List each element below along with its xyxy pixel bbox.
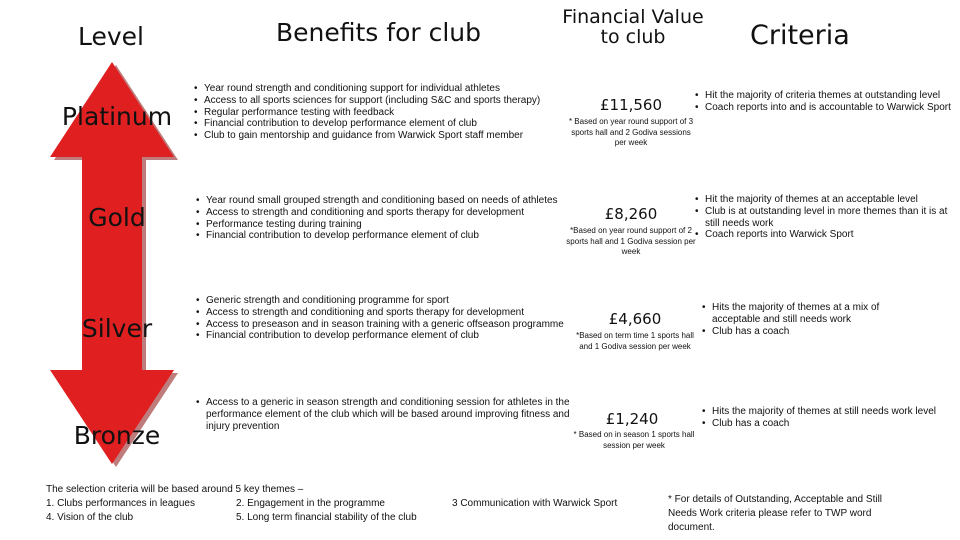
level-gold: Gold [88, 203, 146, 232]
footer-theme: 5. Long term financial stability of the club [236, 512, 417, 523]
benefit-item: • Club to gain mentorship and guidance from Warwick Sport staff member [192, 130, 557, 142]
level-header: Level [78, 22, 144, 51]
criteria-item: • Club has a coach [700, 326, 928, 338]
benefit-item: • Access to preseason and in season training with a generic offseason programme [194, 319, 566, 331]
platinum-benefits [192, 83, 557, 142]
footer-theme: 2. Engagement in the programme [236, 498, 385, 509]
criteria-item: • Hit the majority of themes at an acceptable level [693, 194, 958, 206]
gold-criteria [693, 194, 958, 241]
benefit-item: • Financial contribution to develop performance element of club [194, 330, 566, 342]
footer-theme: 1. Clubs performances in leagues [46, 498, 195, 509]
benefit-item: • Regular performance testing with feedback [192, 107, 557, 119]
level-platinum: Platinum [61, 102, 173, 131]
benefit-item: • Financial contribution to develop performance element of club [192, 118, 557, 130]
benefit-item: • Performance testing during training [194, 219, 562, 231]
gold-benefits [194, 195, 562, 242]
criteria-item: • Hit the majority of criteria themes at outstanding level [693, 90, 955, 102]
criteria-item: • Coach reports into Warwick Sport [693, 229, 958, 241]
criteria-header: Criteria [750, 20, 850, 51]
level-silver: Silver [81, 314, 153, 343]
bronze-value-note: * Based on in season 1 sports hall session per week [573, 430, 695, 450]
financial-header-line1: Financial Value [562, 6, 704, 28]
bronze-value: £1,240 [605, 410, 659, 428]
bronze-criteria [700, 406, 950, 430]
silver-benefits [194, 295, 566, 342]
footer-theme: 4. Vision of the club [46, 512, 134, 523]
platinum-criteria [693, 90, 955, 114]
criteria-item: • Hits the majority of themes at a mix of acceptable and still needs work [700, 302, 928, 326]
benefit-item: • Year round strength and conditioning support for individual athletes [192, 83, 557, 95]
bronze-benefits [194, 397, 574, 432]
financial-header [548, 8, 718, 48]
criteria-item: • Club is at outstanding level in more themes than it is at still needs work [693, 206, 958, 230]
benefits-header: Benefits for club [276, 18, 482, 47]
financial-header-line2: to club [600, 25, 666, 48]
silver-criteria [700, 302, 928, 337]
footer-note: * For details of Outstanding, Acceptable and Still Needs Work criteria please refer to TWP word document. [668, 494, 883, 533]
criteria-item: • Club has a coach [700, 418, 950, 430]
silver-value-note: *Based on term time 1 sports hall and 1 Godiva session per week [576, 331, 694, 351]
benefit-item: • Access to strength and conditioning and sports therapy for development [194, 307, 566, 319]
gold-value: £8,260 [604, 205, 658, 223]
benefit-item: • Access to strength and conditioning and sports therapy for development [194, 207, 562, 219]
benefit-item: • Generic strength and conditioning programme for sport [194, 295, 566, 307]
criteria-item: • Coach reports into and is accountable to Warwick Sport [693, 102, 955, 114]
footer-theme: 3 Communication with Warwick Sport [452, 498, 618, 509]
benefit-item: • Year round small grouped strength and conditioning based on needs of athletes [194, 195, 562, 207]
gold-value-note: *Based on year round support of 2 sports hall and 1 Godiva session per week [566, 226, 696, 256]
benefit-item: • Access to a generic in season strength and conditioning session for athletes in the performance element of the club which will be based around improving fitness and injury prevention [194, 397, 574, 432]
silver-value: £4,660 [608, 310, 662, 328]
level-bronze: Bronze [73, 421, 161, 450]
criteria-item: • Hits the majority of themes at still needs work level [700, 406, 950, 418]
benefit-item: • Financial contribution to develop performance element of club [194, 230, 562, 242]
platinum-value: £11,560 [599, 96, 663, 114]
benefit-item: • Access to all sports sciences for support (including S&C and sports therapy) [192, 95, 557, 107]
platinum-value-note: * Based on year round support of 3 sports hall and 2 Godiva sessions per week [568, 117, 694, 147]
footer-intro: The selection criteria will be based around 5 key themes – [46, 484, 304, 495]
